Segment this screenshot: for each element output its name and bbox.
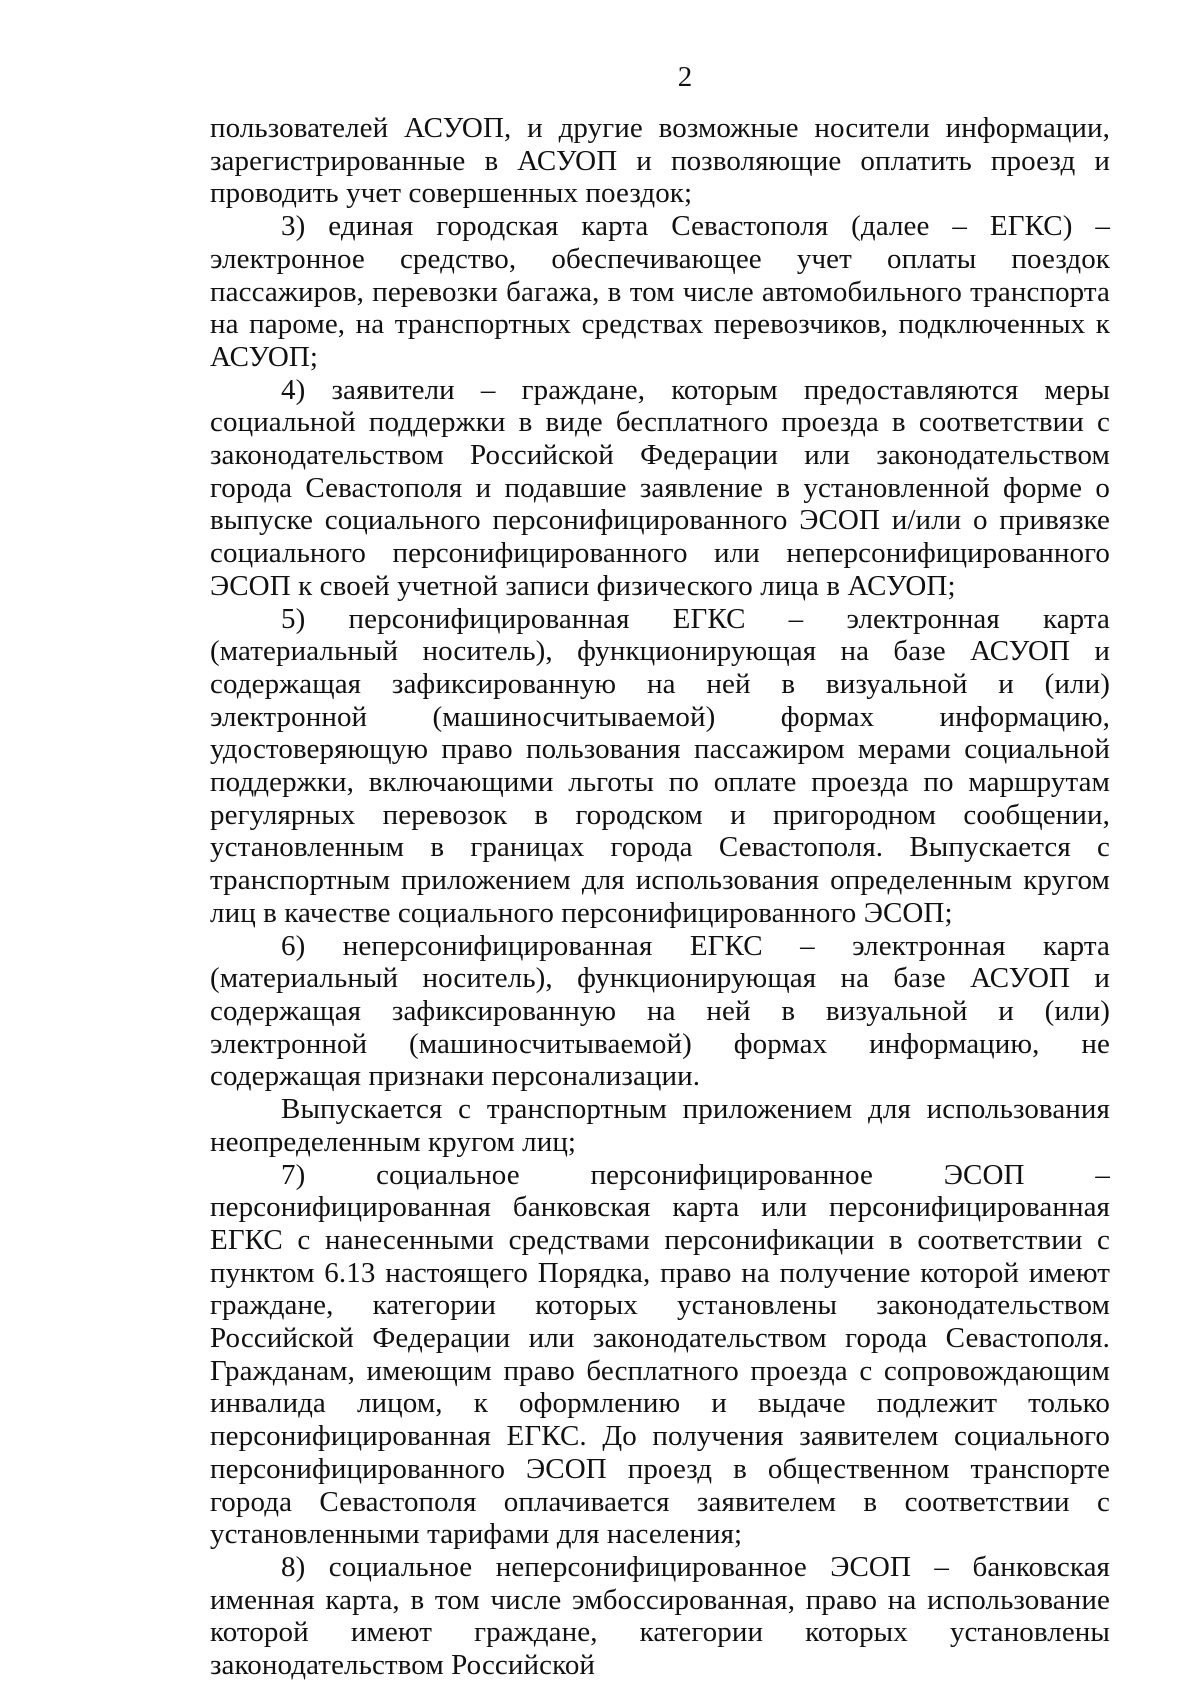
page-number: 2 xyxy=(677,61,693,93)
paragraph-item-6: 6) неперсонифицированная ЕГКС – электронная карта (материальный носитель), функционирующая на базе АСУОП и содержащая зафиксированную на ней в визуальной и (или) электронной (машиносчитываемой) формах информацию, не содержащая признаки персонализации. xyxy=(210,929,1110,1093)
document-body xyxy=(210,112,1110,1682)
paragraph-item-6-issue: Выпускается с транспортным приложением для использования неопределенным кругом лиц; xyxy=(210,1093,1110,1158)
paragraph-continuation: пользователей АСУОП, и другие возможные носители информации, зарегистрированные в АСУОП и позволяющие оплатить проезд и проводить учет совершенных поездок; xyxy=(210,112,1110,210)
paragraph-item-5: 5) персонифицированная ЕГКС – электронная карта (материальный носитель), функционирующая на базе АСУОП и содержащая зафиксированную на ней в визуальной и (или) электронной (машиносчитываемой) формах информацию, удостоверяющую право пользования пассажиром мерами социальной поддержки, включающими льготы по оплате проезда по маршрутам регулярных перевозок в городском и пригородном сообщении, установленным в границах города Севастополя. Выпускается с транспортным приложением для использования определенным кругом лиц в качестве социального персонифицированного ЭСОП; xyxy=(210,602,1110,929)
paragraph-item-7: 7) социальное персонифицированное ЭСОП – персонифицированная банковская карта или персонифицированная ЕГКС с нанесенными средствами персонификации в соответствии с пунктом 6.13 настоящего Порядка, право на получение которой имеют граждане, категории которых установлены законодательством Российской Федерации или законодательством города Севастополя. Гражданам, имеющим право бесплатного проезда с сопровождающим инвалида лицом, к оформлению и выдаче подлежит только персонифицированная ЕГКС. До получения заявителем социального персонифицированного ЭСОП проезд в общественном транспорте города Севастополя оплачивается заявителем в соответствии с установленными тарифами для населения; xyxy=(210,1158,1110,1551)
paragraph-item-3: 3) единая городская карта Севастополя (далее – ЕГКС) – электронное средство, обеспечивающее учет оплаты поездок пассажиров, перевозки багажа, в том числе автомобильного транспорта на пароме, на транспортных средствах перевозчиков, подключенных к АСУОП; xyxy=(210,210,1110,373)
paragraph-item-8: 8) социальное неперсонифицированное ЭСОП – банковская именная карта, в том числе эмбоссированная, право на использование которой имеют граждане, категории которых установлены законодательством Российской xyxy=(210,1550,1110,1682)
document-page xyxy=(210,62,1110,1682)
paragraph-item-4: 4) заявители – граждане, которым предоставляются меры социальной поддержки в виде бесплатного проезда в соответствии с законодательством Российской Федерации или законодательством города Севастополя и подавшие заявление в установленной форме о выпуске социального персонифицированного ЭСОП и/или о привязке социального персонифицированного или неперсонифицированного ЭСОП к своей учетной записи физического лица в АСУОП; xyxy=(210,373,1110,602)
